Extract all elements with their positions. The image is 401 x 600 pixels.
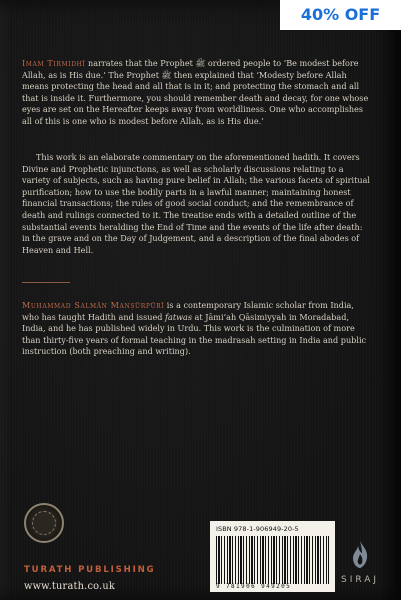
author-bio-italic: fatwas [165, 311, 192, 322]
blurb-paragraph-2-text: This work is an elaborate commentary on the aforementioned hadith. It covers Divine and Prophetic injunctions, as well as scholarly discussions relating to a variety of subjects, such as having pure belief in Allah; the various facets of spiritual purification; how to use the bodily parts in a lawful manner; maintaining honest financial transactions; the rules of good social conduct; and the remembrance of death and rulings connected to it. The treatise ends with a detailed outline of the substantial events heralding the End of Time and the events of the life after death: in the grave and on the Day of Judgement, and a description of the final abodes of Heaven and Hell. [22, 152, 371, 255]
blurb-paragraph-1-text: narrates that the Prophet ﷺ ordered people to ‘Be modest before Allah, as is His due.’ The Prophet ﷺ then explained that ‘Modesty before Allah means protecting the head and all that is in it; and protecting the stomach and all that is inside it. Furthermore, you should remember death and decay, for one whose eyes are set on the Hereafter keeps away from worldliness. One who accomplishes all of this is one who is modest before Allah, as is His due.’ [22, 58, 369, 126]
store-logo-text: SIRAJ [341, 575, 380, 585]
publisher-name: TURATH PUBLISHING [24, 565, 156, 575]
author-bio [22, 300, 372, 358]
blurb-paragraph-1 [22, 58, 372, 128]
discount-badge[interactable]: 40% OFF [280, 0, 401, 30]
publisher-seal-icon [24, 503, 64, 543]
barcode-bars [216, 536, 329, 584]
isbn-text: ISBN 978-1-906949-20-5 [216, 525, 299, 533]
publisher-website: www.turath.co.uk [24, 581, 116, 592]
seal-ring [32, 511, 56, 535]
section-divider [22, 282, 70, 283]
isbn-barcode [210, 521, 335, 592]
barcode-digits: 9 781906 949205 [216, 583, 292, 590]
imam-tirmidhi-name: Imam Tirmidhī [22, 58, 86, 68]
flame-icon [348, 540, 372, 570]
author-name: Muhammad Salmān Manṣūrpūrī [22, 300, 165, 310]
blurb-paragraph-2 [22, 152, 372, 256]
author-bio-text-2: at Jāmi‘ah Qāsimiyyah in Moradabad, India, and he has published widely in Urdu. This work is the culmination of more than thirty-five years of formal teaching in the madrasah setting in India and public instruction (both preaching and writing). [22, 311, 367, 357]
author-bio-text-1: is a contemporary Islamic scholar from India, who has taught Hadith and issued [22, 300, 354, 322]
